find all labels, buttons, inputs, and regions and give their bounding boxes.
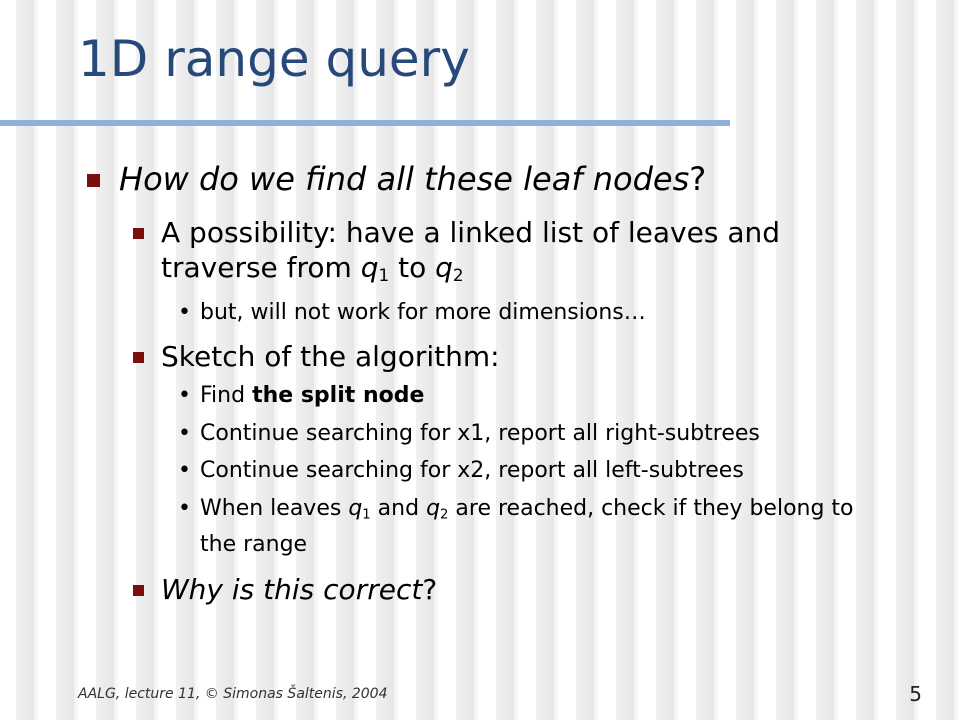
var-q: q xyxy=(360,251,379,284)
slide-title: 1D range query xyxy=(78,30,470,88)
page-number: 5 xyxy=(909,682,922,706)
question-mark: ? xyxy=(422,573,438,606)
var-q: q xyxy=(435,251,453,284)
bullet-search-x1 xyxy=(178,419,898,449)
question-mark: ? xyxy=(689,160,707,198)
bullet-algorithm-sketch xyxy=(133,339,903,374)
bullet-text: Continue searching for x1, report all right-subtrees xyxy=(200,421,760,446)
subscript: 1 xyxy=(378,265,390,286)
bullet-text: When leaves xyxy=(200,496,349,521)
bullet-text-mid: and xyxy=(370,496,427,521)
dot-bullet-icon: • xyxy=(178,383,191,408)
square-bullet-icon xyxy=(133,352,144,363)
bullet-linked-list xyxy=(133,215,903,293)
var-q: q xyxy=(348,496,363,521)
dot-bullet-icon: • xyxy=(178,421,191,446)
dot-bullet-icon: • xyxy=(178,458,191,483)
square-bullet-icon xyxy=(87,174,100,187)
bullet-text: Why is this correct xyxy=(161,573,423,606)
square-bullet-icon xyxy=(133,585,144,596)
bullet-text: Sketch of the algorithm: xyxy=(161,340,500,373)
var-q: q xyxy=(426,496,441,521)
bullet-text-post: are reached, check if they belong to the range xyxy=(200,496,854,558)
bullet-text: Continue searching for x2, report all left-subtrees xyxy=(200,458,744,483)
bold-term: the split node xyxy=(252,383,425,408)
dot-bullet-icon: • xyxy=(178,300,191,325)
subscript: 2 xyxy=(440,507,449,523)
bullet-text-mid: to xyxy=(389,251,436,284)
square-bullet-icon xyxy=(133,228,144,239)
dot-bullet-icon: • xyxy=(178,496,191,521)
subscript: 1 xyxy=(362,507,371,523)
bullet-leaf-nodes-question xyxy=(87,160,927,198)
bullet-find-split-node xyxy=(178,381,898,411)
bullet-text: A possibility: have a linked list of leaves and traverse from xyxy=(161,216,780,284)
bullet-correctness-question xyxy=(133,572,903,607)
bullet-text: Find xyxy=(200,383,253,408)
subscript: 2 xyxy=(452,265,464,286)
bullet-leaves-reached xyxy=(178,494,898,560)
bullet-search-x2 xyxy=(178,456,898,486)
slide-footer: AALG, lecture 11, © Simonas Šaltenis, 2004 xyxy=(78,686,388,702)
bullet-text: but, will not work for more dimensions… xyxy=(200,300,646,325)
bullet-text: How do we find all these leaf nodes xyxy=(119,160,690,198)
bullet-dimensions-note xyxy=(178,298,898,328)
